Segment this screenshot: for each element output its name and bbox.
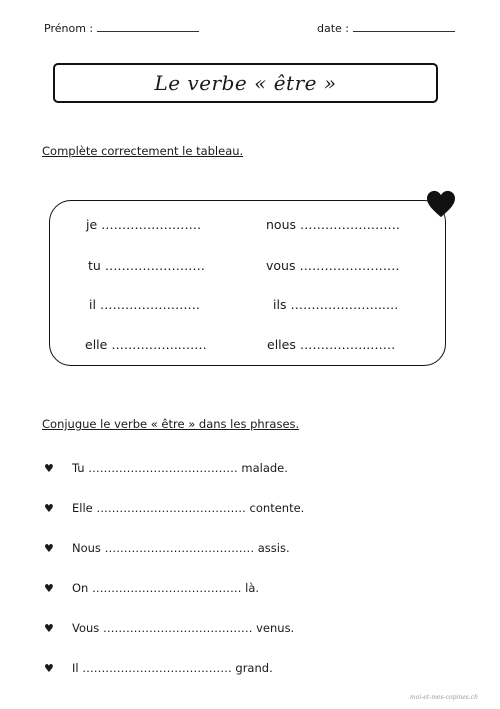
blank-il[interactable]: …………………… xyxy=(99,297,200,312)
sentence-end: là. xyxy=(245,581,260,595)
cell-elle xyxy=(85,337,207,352)
sentence-end: venus. xyxy=(256,621,295,635)
blank-je[interactable]: …………………… xyxy=(101,217,202,232)
sentence-start: Tu xyxy=(72,461,85,475)
sentence-end: grand. xyxy=(235,661,273,675)
sentence-end: malade. xyxy=(241,461,288,475)
sentence-start: Elle xyxy=(72,501,93,515)
sentence-row xyxy=(44,501,304,515)
date-field xyxy=(317,22,455,35)
pronoun-nous: nous xyxy=(266,217,297,232)
cell-tu xyxy=(88,258,205,273)
cell-je xyxy=(86,217,201,232)
blank-ils[interactable]: …………………..… xyxy=(290,297,399,312)
title-box xyxy=(53,63,438,103)
date-blank-line[interactable] xyxy=(353,31,455,32)
sentence-blank[interactable]: ………………………………… xyxy=(92,581,242,595)
prenom-label: Prénom : xyxy=(44,22,94,35)
heart-bullet-icon: ♥ xyxy=(44,461,54,475)
sentence-blank[interactable]: ………………………………… xyxy=(102,621,253,635)
sentences-instruction: Conjugue le verbe « être » dans les phrases. xyxy=(42,417,300,431)
blank-nous[interactable]: …………………… xyxy=(300,217,400,232)
cell-nous xyxy=(266,217,400,232)
blank-vous[interactable]: …………………… xyxy=(299,258,400,273)
pronoun-tu: tu xyxy=(88,258,101,273)
sentence-row xyxy=(44,461,288,475)
sentence-start: Il xyxy=(72,661,79,675)
sentence-row xyxy=(44,581,259,595)
sentence-start: Vous xyxy=(72,621,100,635)
sentence-start: On xyxy=(72,581,89,595)
heart-bullet-icon: ♥ xyxy=(44,661,54,675)
date-label: date : xyxy=(317,22,350,35)
heart-bullet-icon: ♥ xyxy=(44,621,54,635)
sentence-start: Nous xyxy=(72,541,101,555)
prenom-blank-line[interactable] xyxy=(97,31,199,32)
pronoun-je: je xyxy=(86,217,98,232)
cell-elles xyxy=(267,337,395,352)
sentence-row xyxy=(44,541,290,555)
heart-bullet-icon: ♥ xyxy=(44,581,54,595)
sentence-end: contente. xyxy=(249,501,305,515)
pronoun-vous: vous xyxy=(266,258,296,273)
sentence-blank[interactable]: ………………………………… xyxy=(104,541,255,555)
cell-ils xyxy=(273,297,398,312)
blank-elles[interactable]: ……………..…… xyxy=(299,337,396,352)
blank-tu[interactable]: …………………… xyxy=(104,258,205,273)
sentence-blank[interactable]: ………………………………… xyxy=(96,501,246,515)
heart-bullet-icon: ♥ xyxy=(44,541,54,555)
sentence-row xyxy=(44,621,294,635)
heart-icon xyxy=(426,190,456,218)
pronoun-il: il xyxy=(89,297,96,312)
sentence-row xyxy=(44,661,273,675)
cell-vous xyxy=(266,258,399,273)
cell-il xyxy=(89,297,200,312)
sentence-end: assis. xyxy=(257,541,290,555)
pronoun-ils: ils xyxy=(273,297,287,312)
sentence-blank[interactable]: ………………………………… xyxy=(88,461,238,475)
blank-elle[interactable]: ……………..…… xyxy=(111,337,207,352)
page-title: Le verbe « être » xyxy=(154,71,337,95)
pronoun-elles: elles xyxy=(267,337,296,352)
table-instruction: Complète correctement le tableau. xyxy=(42,144,244,158)
heart-bullet-icon: ♥ xyxy=(44,501,54,515)
pronoun-elle: elle xyxy=(85,337,108,352)
prenom-field xyxy=(44,22,199,35)
watermark: moi-et-mes-copines.ch xyxy=(410,694,478,701)
sentence-blank[interactable]: ………………………………… xyxy=(82,661,232,675)
